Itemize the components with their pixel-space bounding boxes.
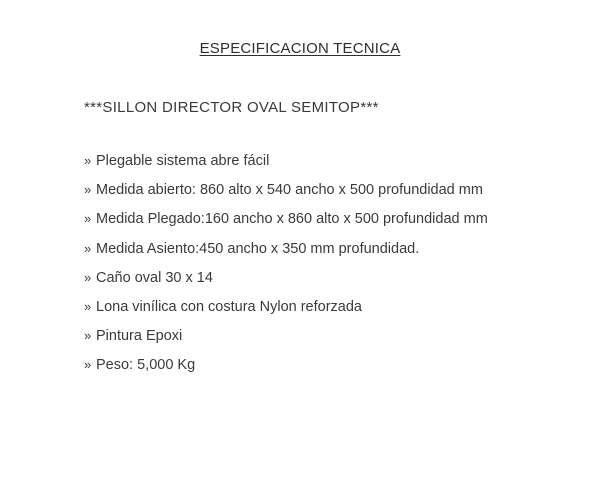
spec-text: Caño oval 30 x 14 [96,269,213,286]
bullet-marker: » [84,298,92,314]
spec-item-weight [84,350,488,379]
spec-item-folded-size [84,204,488,233]
spec-text: Peso: 5,000 Kg [96,357,196,374]
spec-item-paint [84,321,488,350]
spec-list [84,146,488,380]
spec-text: Lona vinílica con costura Nylon reforzada [96,298,362,315]
bullet-marker: » [84,328,92,344]
bullet-marker: » [84,240,92,256]
document-title: ESPECIFICACION TECNICA [199,40,401,57]
bullet-marker: » [84,182,92,198]
spec-item-seat-size [84,234,488,263]
spec-item-open-size [84,175,488,204]
product-name: ***SILLON DIRECTOR OVAL SEMITOP*** [84,99,379,116]
bullet-marker: » [84,357,92,373]
spec-item-tube [84,263,488,292]
spec-item-canvas [84,292,488,321]
spec-text: Medida Plegado:160 ancho x 860 alto x 500 profundidad mm [96,211,488,228]
spec-text: Pintura Epoxi [96,328,183,345]
bullet-marker: » [84,153,92,168]
spec-item-folding [84,146,488,175]
spec-text: Medida Asiento:450 ancho x 350 mm profundidad. [96,240,420,257]
spec-text: Medida abierto: 860 alto x 540 ancho x 500 profundidad mm [96,182,483,199]
spec-text: Plegable sistema abre fácil [96,153,270,169]
bullet-marker: » [84,269,92,285]
bullet-marker: » [84,211,92,227]
